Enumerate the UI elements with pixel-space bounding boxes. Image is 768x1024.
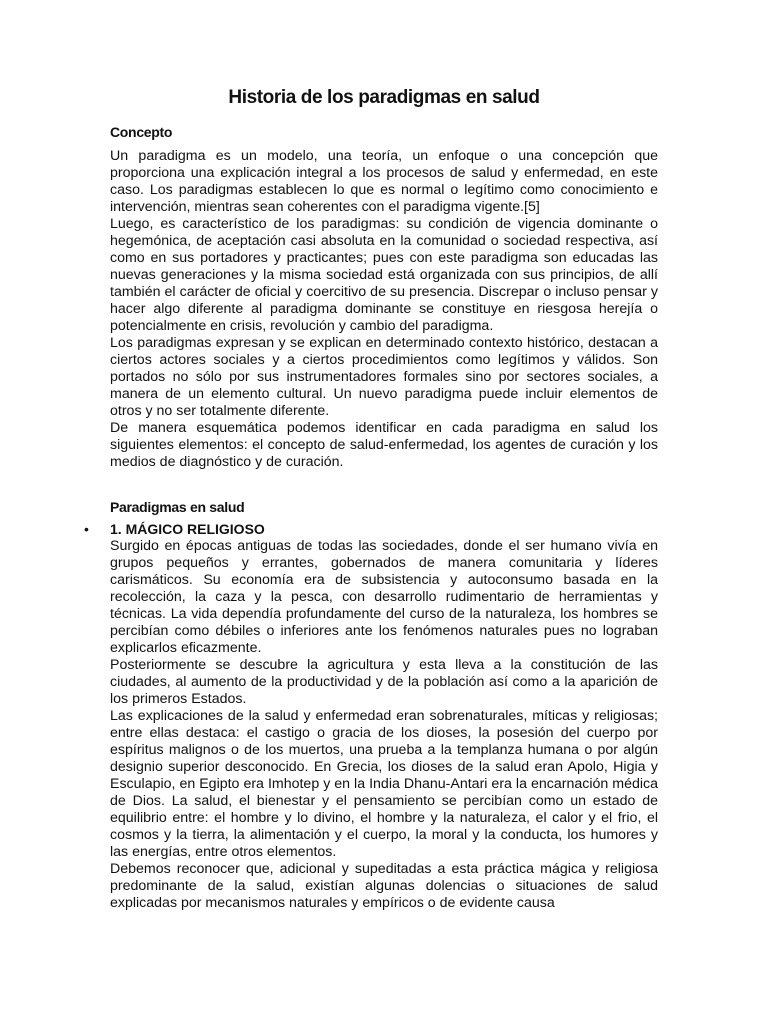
list-item-title: 1. MÁGICO RELIGIOSO [110, 521, 265, 537]
concepto-paragraph: Luego, es característico de los paradigmas: su condición de vigencia dominante o hegemónica, de aceptación casi absoluta en la comunidad o sociedad respectiva, así como en sus portadores y practicantes; pues con este paradigma son educadas las nuevas generaciones y la misma sociedad está organizada con sus principios, de allí también el carácter de oficial y coercitivo de su presencia. Discrepar o incluso pensar y hacer algo diferente al paradigma dominante se constituye en riesgosa herejía o potencialmente en crisis, revolución y cambio del paradigma. [110, 216, 658, 334]
section-heading-paradigmas: Paradigmas en salud [110, 499, 245, 515]
list-item [110, 521, 658, 912]
concepto-paragraph: Los paradigmas expresan y se explican en determinado contexto histórico, destacan a ciertos actores sociales y a ciertos procedimientos como legítimos y válidos. Son portados no sólo por sus instrumentadores formales sino por sectores sociales, a manera de un elemento cultural. Un nuevo paradigma puede incluir elementos de otros y no ser totalmente diferente. [110, 335, 658, 419]
bullet-icon: • [84, 521, 89, 537]
concepto-paragraph: De manera esquemática podemos identificar en cada paradigma en salud los siguientes elementos: el concepto de salud-enfermedad, los agentes de curación y los medios de diagnóstico y de curación. [110, 420, 658, 470]
document-title: Historia de los paradigmas en salud [228, 87, 540, 108]
list-item-paragraph: Debemos reconocer que, adicional y supeditadas a esta práctica mágica y religiosa predominante de la salud, existían algunas dolencias o situaciones de salud explicadas por mecanismos naturales y empíricos o de evidente causa [110, 861, 658, 911]
section-heading-concepto: Concepto [110, 124, 173, 140]
concepto-paragraph: Un paradigma es un modelo, una teoría, un enfoque o una concepción que proporciona una explicación integral a los procesos de salud y enfermedad, en este caso. Los paradigmas establecen lo que es normal o legítimo como conocimiento e intervención, mientras sean coherentes con el paradigma vigente.[5] [110, 148, 658, 215]
list-item-paragraph: Posteriormente se descubre la agricultura y esta lleva a la constitución de las ciudades, al aumento de la productividad y de la población así como a la aparición de los primeros Estados. [110, 657, 658, 707]
list-item-paragraph: Las explicaciones de la salud y enfermedad eran sobrenaturales, míticas y religiosas; entre ellas destaca: el castigo o gracia de los dioses, la posesión del cuerpo por espíritus malignos o de los muertos, una prueba a la templanza humana o por algún designio superior desconocido. En Grecia, los dioses de la salud eran Apolo, Higia y Esculapio, en Egipto era Imhotep y en la India Dhanu-Antari era la encarnación médica de Dios. La salud, el bienestar y el pensamiento se percibían como un estado de equilibrio entre: el hombre y lo divino, el hombre y la naturaleza, el calor y el frio, el cosmos y la tierra, la alimentación y el cuerpo, la moral y la conducta, los humores y las energías, entre otros elementos. [110, 708, 658, 860]
concepto-body [110, 148, 658, 471]
list-item-paragraph: Surgido en épocas antiguas de todas las sociedades, donde el ser humano vivía en grupos pequeños y errantes, gobernados de manera comunitaria y líderes carismáticos. Su economía era de subsistencia y autoconsumo basada en la recolección, la caza y la pesca, con desarrollo rudimentario de herramientas y técnicas. La vida dependía profundamente del curso de la naturaleza, los hombres se percibían como débiles o inferiores ante los fenómenos naturales pues no lograban explicarlos eficazmente. [110, 538, 658, 656]
